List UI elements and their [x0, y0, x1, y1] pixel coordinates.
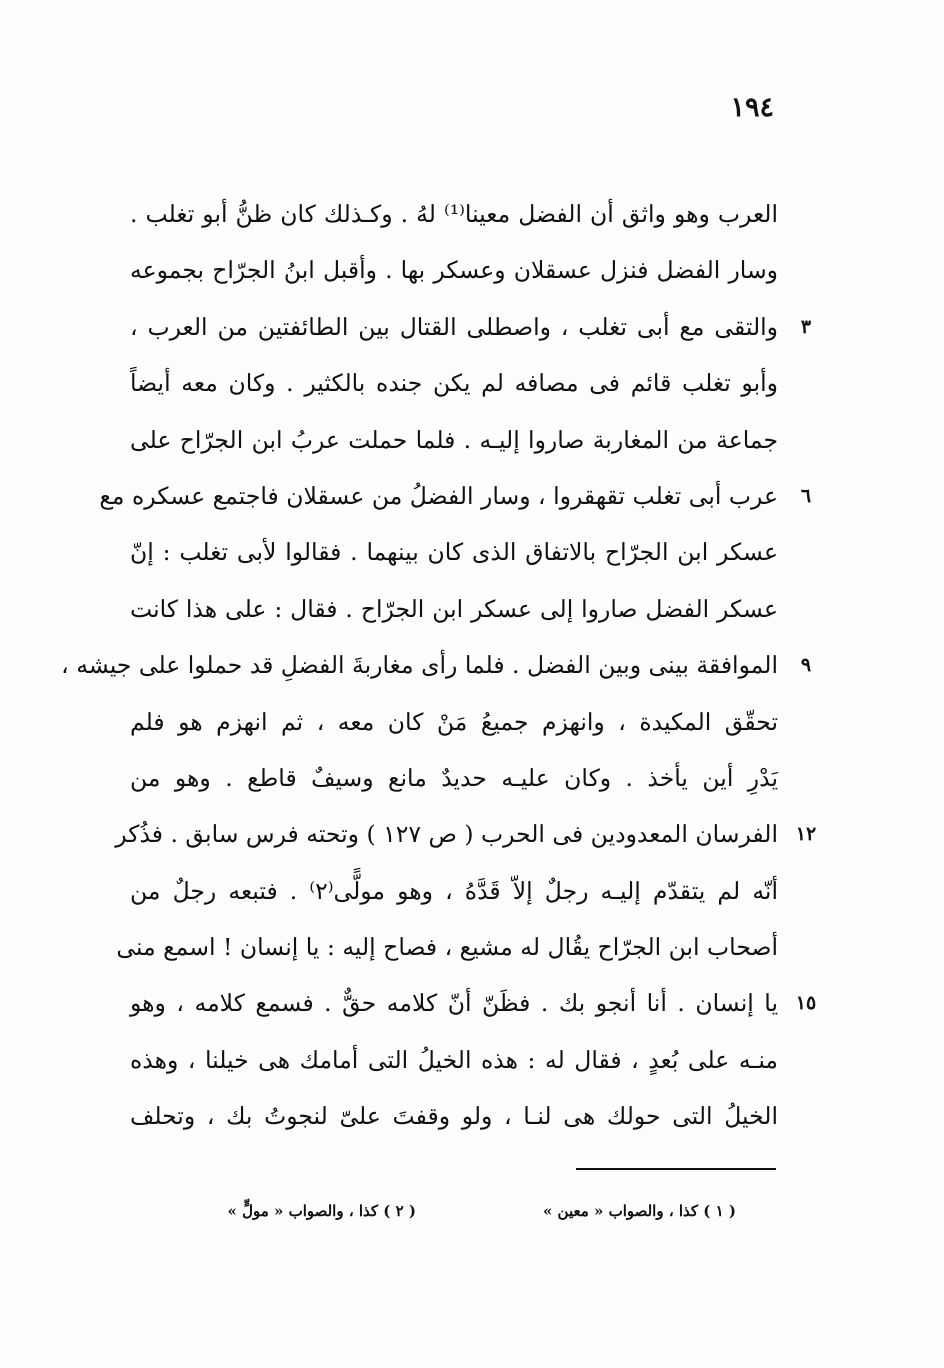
line-text: عسكر الفضل صاروا إلى عسكر ابن الجرّاح . فقال : على هذا كانت — [130, 594, 778, 623]
line-text: الموافقة بينى وبين الفضل . فلما رأى مغاربةَ الفضلِ قد حملوا على جيشه ، — [61, 651, 778, 680]
page-number: ١٩٤ — [730, 92, 774, 123]
footnote-2: ( ٢ ) كذا ، والصواب « مولٍّ » — [227, 1202, 416, 1220]
line-number: ٦ — [800, 484, 812, 507]
line-text: أنّه لم يتقدّم إليـه رجلٌ إلاّ قَدَّهُ ، وهو مولًّى⁽٢⁾ . فتبعه رجلٌ من — [130, 876, 778, 905]
line-text: أصحاب ابن الجرّاح يقُال له مشيع ، فصاح إليه : يا إنسان ! اسمع منى — [116, 933, 778, 962]
text-line — [130, 863, 778, 919]
text-line — [61, 637, 812, 693]
text-line — [130, 524, 778, 580]
line-text: العرب وهو واثق أن الفضل معينا⁽¹⁾ لهُ . وكـذلك كان ظنُّ أبو تغلب . — [130, 200, 778, 228]
line-text: وأبو تغلب قائم فى مصافه لم يكن جنده بالكثير . وكان معه أيضاً — [130, 369, 778, 398]
text-line — [130, 412, 778, 468]
line-text: الخيلُ التى حولك هى لنـا ، ولو وقفتَ علىّ لنجوتُ بك ، وتحلف — [130, 1102, 778, 1131]
line-number: ٩ — [800, 654, 812, 677]
line-number: ٣ — [800, 315, 812, 338]
line-number: ١٥ — [795, 992, 817, 1015]
line-text: يا إنسان . أنا أنجو بك . فظَنّ أنّ كلامه حقٌّ . فسمع كلامه ، وهو — [130, 989, 778, 1018]
line-text: جماعة من المغاربة صاروا إليـه . فلما حملت عربُ ابن الجرّاح على — [130, 425, 778, 454]
text-line — [130, 694, 778, 750]
text-line — [130, 186, 778, 242]
text-line — [130, 355, 778, 411]
text-line — [130, 299, 812, 355]
text-line — [99, 468, 812, 524]
main-text — [61, 186, 817, 1145]
text-line — [130, 581, 778, 637]
text-line — [116, 919, 778, 975]
text-line — [115, 806, 817, 862]
line-text: والتقى مع أبى تغلب ، واصطلى القتال بين الطائفتين من العرب ، — [130, 312, 778, 341]
text-line — [130, 1032, 778, 1088]
text-line — [130, 242, 778, 298]
line-text: يَدْرِ أين يأخذ . وكان عليـه حديدٌ مانع وسيفٌ قاطع . وهو من — [130, 763, 778, 792]
text-line — [130, 750, 778, 806]
footnote-divider — [576, 1168, 776, 1170]
line-text: وسار الفضل فنزل عسقلان وعسكر بها . وأقبل ابنُ الجرّاح بجموعه — [130, 256, 778, 285]
text-line — [130, 975, 817, 1031]
line-text: الفرسان المعدودين فى الحرب ( ص ١٢٧ ) وتحته فرس سابق . فذُكر — [115, 820, 778, 849]
line-number: ١٢ — [795, 823, 817, 846]
line-text: عرب أبى تغلب تقهقروا ، وسار الفضلُ من عسقلان فاجتمع عسكره مع — [99, 481, 778, 510]
line-text: تحقّق المكيدة ، وانهزم جميعُ مَنْ كان معه ، ثم انهزم هو فلم — [130, 707, 778, 736]
line-text: عسكر ابن الجرّاح بالاتفاق الذى كان بينهما . فقالوا لأبى تغلب : إنّ — [130, 538, 778, 567]
footnote-1: ( ١ ) كذا ، والصواب « معين » — [542, 1202, 736, 1220]
line-text: منـه على بُعدٍ ، فقال له : هذه الخيلُ التى أمامك هى خيلنا ، وهذه — [130, 1045, 778, 1074]
text-line — [130, 1088, 778, 1144]
footnotes — [170, 1196, 736, 1226]
